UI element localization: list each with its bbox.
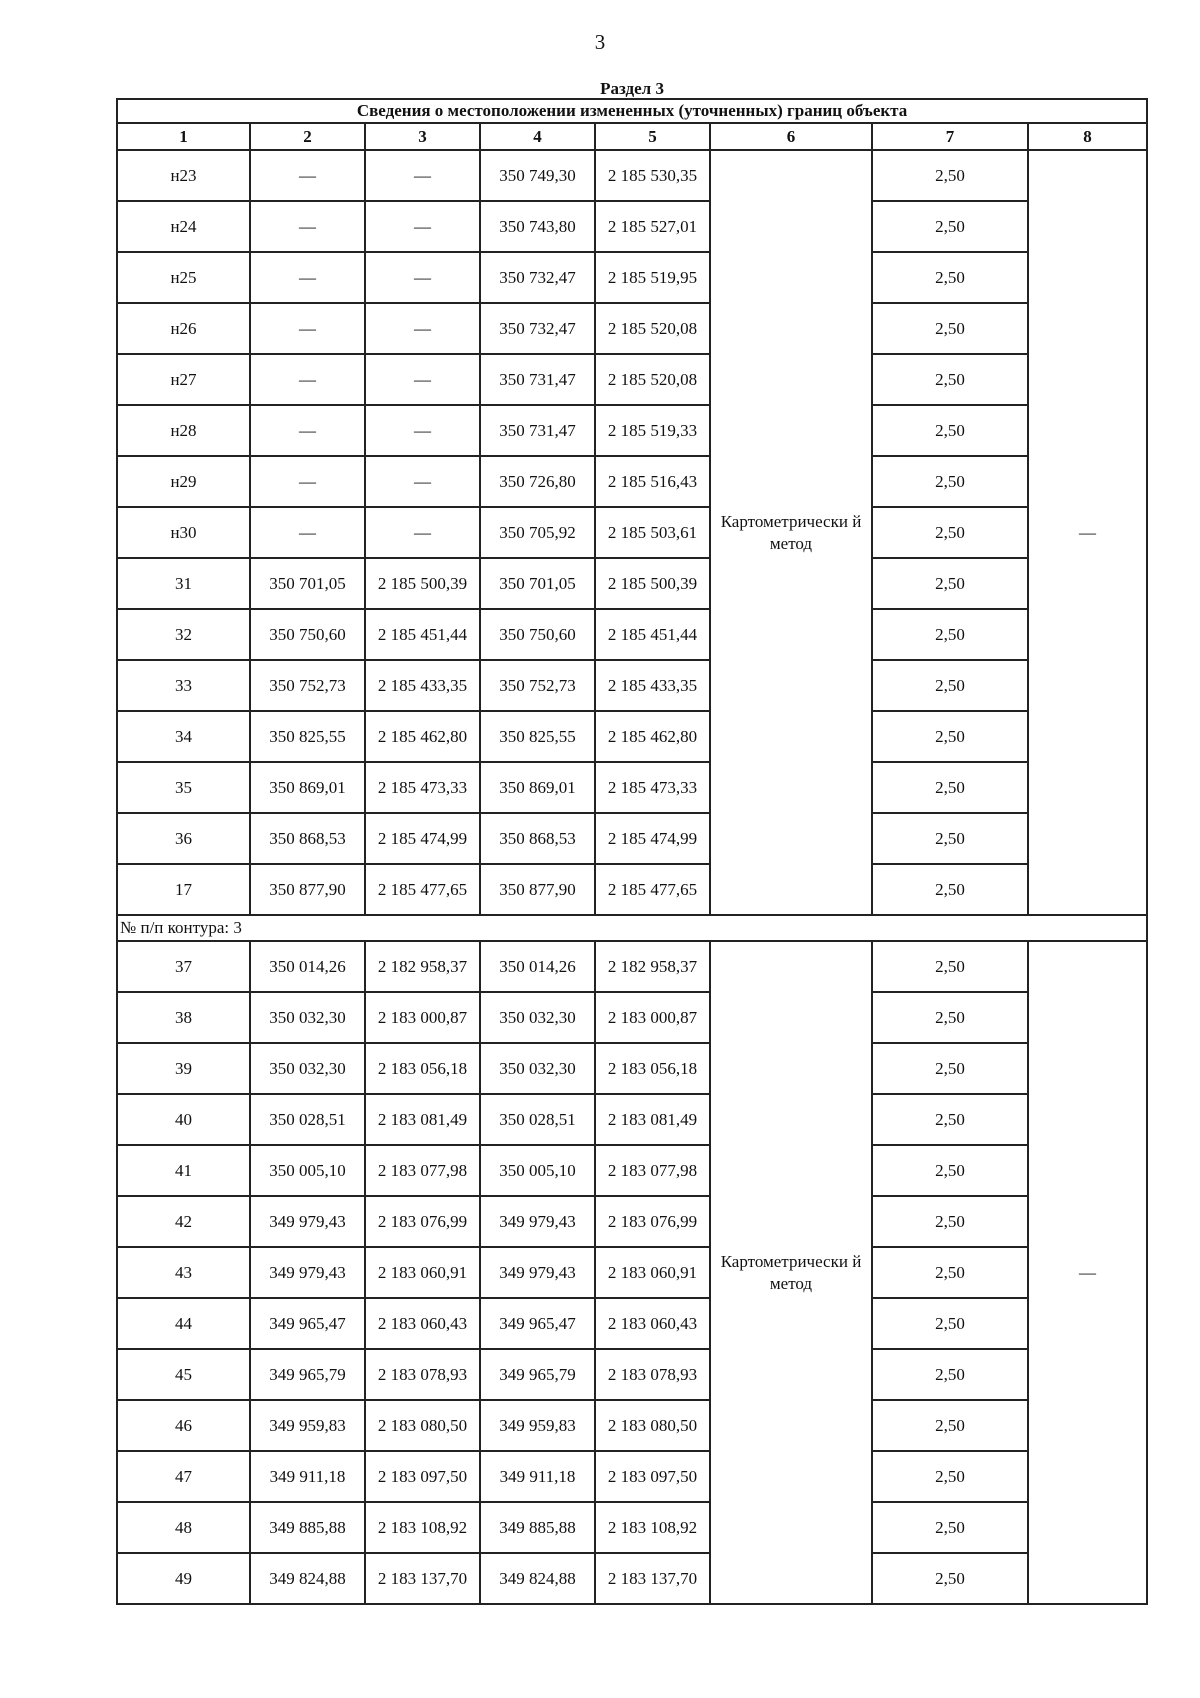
cell-y-old: 2 185 451,44	[365, 609, 480, 660]
cell-y-old: 2 183 060,91	[365, 1247, 480, 1298]
cell-point: 42	[117, 1196, 250, 1247]
cell-point: н27	[117, 354, 250, 405]
cell-y-new: 2 183 097,50	[595, 1451, 710, 1502]
cell-y-new: 2 185 477,65	[595, 864, 710, 915]
contour-row	[117, 915, 1147, 941]
table-row	[117, 456, 1147, 507]
cell-point: 44	[117, 1298, 250, 1349]
cell-point: 38	[117, 992, 250, 1043]
cell-x-old: 349 911,18	[250, 1451, 365, 1502]
cell-x-old: 349 885,88	[250, 1502, 365, 1553]
table-row	[117, 1400, 1147, 1451]
cell-accuracy: 2,50	[872, 1298, 1028, 1349]
cell-x-new: 350 732,47	[480, 252, 595, 303]
table-row	[117, 762, 1147, 813]
cell-point: 39	[117, 1043, 250, 1094]
cell-x-old: 350 869,01	[250, 762, 365, 813]
cell-x-old: 349 979,43	[250, 1247, 365, 1298]
table-row	[117, 303, 1147, 354]
cell-x-new: 350 032,30	[480, 992, 595, 1043]
cell-point: 17	[117, 864, 250, 915]
table-row	[117, 1196, 1147, 1247]
cell-accuracy: 2,50	[872, 252, 1028, 303]
cell-x-old: —	[250, 405, 365, 456]
table-row	[117, 1553, 1147, 1604]
cell-accuracy: 2,50	[872, 1349, 1028, 1400]
cell-x-old: 349 979,43	[250, 1196, 365, 1247]
table-row	[117, 813, 1147, 864]
cell-y-new: 2 183 078,93	[595, 1349, 710, 1400]
cell-point: 43	[117, 1247, 250, 1298]
table-row	[117, 660, 1147, 711]
cell-x-old: 350 877,90	[250, 864, 365, 915]
cell-x-old: —	[250, 303, 365, 354]
cell-y-new: 2 185 503,61	[595, 507, 710, 558]
cell-x-old: 350 032,30	[250, 992, 365, 1043]
boundary-coordinates-table	[116, 80, 1148, 1605]
cell-point: н30	[117, 507, 250, 558]
cell-x-old: —	[250, 150, 365, 201]
cell-accuracy: 2,50	[872, 456, 1028, 507]
column-header: 8	[1028, 123, 1147, 150]
cell-x-old: —	[250, 507, 365, 558]
table-row	[117, 711, 1147, 762]
cell-accuracy: 2,50	[872, 150, 1028, 201]
cell-x-new: 349 824,88	[480, 1553, 595, 1604]
cell-y-old: 2 183 137,70	[365, 1553, 480, 1604]
cell-x-new: 349 911,18	[480, 1451, 595, 1502]
method-text: Картометрически й метод	[720, 1251, 862, 1293]
cell-y-new: 2 185 473,33	[595, 762, 710, 813]
cell-x-new: 350 877,90	[480, 864, 595, 915]
table-row	[117, 201, 1147, 252]
cell-y-new: 2 185 530,35	[595, 150, 710, 201]
cell-accuracy: 2,50	[872, 507, 1028, 558]
cell-y-old: 2 183 080,50	[365, 1400, 480, 1451]
cell-y-old: 2 183 097,50	[365, 1451, 480, 1502]
cell-point: 47	[117, 1451, 250, 1502]
cell-y-new: 2 183 076,99	[595, 1196, 710, 1247]
cell-y-old: 2 183 108,92	[365, 1502, 480, 1553]
cell-x-new: 350 731,47	[480, 405, 595, 456]
cell-accuracy: 2,50	[872, 558, 1028, 609]
cell-y-new: 2 183 108,92	[595, 1502, 710, 1553]
table-row	[117, 1349, 1147, 1400]
cell-x-old: —	[250, 201, 365, 252]
cell-x-old: 350 032,30	[250, 1043, 365, 1094]
cell-x-old: —	[250, 354, 365, 405]
cell-y-new: 2 183 137,70	[595, 1553, 710, 1604]
cell-y-new: 2 183 000,87	[595, 992, 710, 1043]
cell-point: н24	[117, 201, 250, 252]
column-header: 5	[595, 123, 710, 150]
cell-point: 32	[117, 609, 250, 660]
cell-y-new: 2 185 500,39	[595, 558, 710, 609]
cell-accuracy: 2,50	[872, 1196, 1028, 1247]
cell-y-old: 2 183 078,93	[365, 1349, 480, 1400]
cell-x-new: 349 965,47	[480, 1298, 595, 1349]
cell-y-new: 2 183 060,91	[595, 1247, 710, 1298]
cell-y-old: —	[365, 405, 480, 456]
cell-x-old: 349 824,88	[250, 1553, 365, 1604]
cell-x-new: 350 752,73	[480, 660, 595, 711]
cell-y-old: 2 183 081,49	[365, 1094, 480, 1145]
table-row	[117, 941, 1147, 992]
column-header-row	[117, 123, 1147, 150]
cell-accuracy: 2,50	[872, 941, 1028, 992]
cell-point: 46	[117, 1400, 250, 1451]
cell-x-new: 350 869,01	[480, 762, 595, 813]
cell-accuracy: 2,50	[872, 813, 1028, 864]
cell-y-old: 2 183 060,43	[365, 1298, 480, 1349]
cell-y-new: 2 183 056,18	[595, 1043, 710, 1094]
cell-x-new: 350 726,80	[480, 456, 595, 507]
cell-x-new: 349 979,43	[480, 1247, 595, 1298]
cell-y-old: —	[365, 303, 480, 354]
cell-accuracy: 2,50	[872, 864, 1028, 915]
cell-x-old: 349 965,47	[250, 1298, 365, 1349]
cell-accuracy: 2,50	[872, 609, 1028, 660]
cell-y-old: 2 183 056,18	[365, 1043, 480, 1094]
cell-y-old: 2 183 000,87	[365, 992, 480, 1043]
cell-x-new: 350 868,53	[480, 813, 595, 864]
cell-point: 37	[117, 941, 250, 992]
cell-y-old: —	[365, 150, 480, 201]
cell-x-new: 349 885,88	[480, 1502, 595, 1553]
cell-point: 34	[117, 711, 250, 762]
section-title: Раздел 3	[600, 79, 664, 98]
table-row	[117, 1247, 1147, 1298]
cell-y-old: —	[365, 201, 480, 252]
cell-y-old: 2 183 077,98	[365, 1145, 480, 1196]
cell-y-old: 2 185 462,80	[365, 711, 480, 762]
cell-x-old: 350 028,51	[250, 1094, 365, 1145]
table-row	[117, 609, 1147, 660]
column-header: 3	[365, 123, 480, 150]
cell-col8: —	[1028, 150, 1147, 915]
method-text: Картометрически й метод	[720, 511, 862, 553]
cell-x-old: 350 014,26	[250, 941, 365, 992]
cell-y-old: —	[365, 252, 480, 303]
cell-accuracy: 2,50	[872, 201, 1028, 252]
cell-point: 36	[117, 813, 250, 864]
table-row	[117, 1094, 1147, 1145]
table-row	[117, 864, 1147, 915]
cell-x-old: —	[250, 456, 365, 507]
table-row	[117, 558, 1147, 609]
table-row	[117, 1451, 1147, 1502]
cell-point: 35	[117, 762, 250, 813]
table-row	[117, 252, 1147, 303]
cell-y-new: 2 183 077,98	[595, 1145, 710, 1196]
cell-x-old: 349 965,79	[250, 1349, 365, 1400]
cell-point: н23	[117, 150, 250, 201]
cell-y-new: 2 185 451,44	[595, 609, 710, 660]
cell-point: 33	[117, 660, 250, 711]
cell-x-old: 350 750,60	[250, 609, 365, 660]
cell-y-new: 2 183 060,43	[595, 1298, 710, 1349]
cell-y-old: 2 185 474,99	[365, 813, 480, 864]
cell-x-old: 350 868,53	[250, 813, 365, 864]
cell-y-new: 2 183 081,49	[595, 1094, 710, 1145]
cell-point: 31	[117, 558, 250, 609]
table-row	[117, 992, 1147, 1043]
column-header: 1	[117, 123, 250, 150]
cell-y-old: 2 185 477,65	[365, 864, 480, 915]
cell-accuracy: 2,50	[872, 405, 1028, 456]
table-row	[117, 405, 1147, 456]
cell-y-new: 2 185 462,80	[595, 711, 710, 762]
cell-y-new: 2 185 516,43	[595, 456, 710, 507]
cell-y-old: 2 183 076,99	[365, 1196, 480, 1247]
table-row	[117, 1145, 1147, 1196]
cell-point: 45	[117, 1349, 250, 1400]
cell-point: н26	[117, 303, 250, 354]
cell-x-new: 350 825,55	[480, 711, 595, 762]
table-caption: Сведения о местоположении измененных (уточненных) границ объекта	[117, 99, 1147, 123]
cell-x-new: 350 750,60	[480, 609, 595, 660]
cell-x-old: —	[250, 252, 365, 303]
contour-label: № п/п контура: 3	[117, 915, 1147, 941]
cell-y-old: —	[365, 354, 480, 405]
cell-y-old: 2 185 473,33	[365, 762, 480, 813]
table-row	[117, 150, 1147, 201]
cell-y-old: 2 182 958,37	[365, 941, 480, 992]
cell-x-old: 350 005,10	[250, 1145, 365, 1196]
column-header: 6	[710, 123, 872, 150]
cell-col8: —	[1028, 941, 1147, 1604]
method-cell	[710, 941, 872, 1604]
cell-x-old: 349 959,83	[250, 1400, 365, 1451]
method-cell	[710, 150, 872, 915]
cell-point: 41	[117, 1145, 250, 1196]
cell-x-new: 350 705,92	[480, 507, 595, 558]
cell-y-old: —	[365, 507, 480, 558]
cell-point: н25	[117, 252, 250, 303]
table-row	[117, 1298, 1147, 1349]
cell-y-new: 2 182 958,37	[595, 941, 710, 992]
cell-x-new: 350 014,26	[480, 941, 595, 992]
table-row	[117, 1043, 1147, 1094]
cell-x-new: 349 959,83	[480, 1400, 595, 1451]
table-row	[117, 1502, 1147, 1553]
cell-accuracy: 2,50	[872, 1553, 1028, 1604]
column-header: 7	[872, 123, 1028, 150]
cell-accuracy: 2,50	[872, 1400, 1028, 1451]
cell-accuracy: 2,50	[872, 354, 1028, 405]
cell-x-new: 350 732,47	[480, 303, 595, 354]
cell-accuracy: 2,50	[872, 1043, 1028, 1094]
cell-y-new: 2 185 519,95	[595, 252, 710, 303]
cell-accuracy: 2,50	[872, 303, 1028, 354]
cell-point: н29	[117, 456, 250, 507]
table-row	[117, 507, 1147, 558]
cell-accuracy: 2,50	[872, 992, 1028, 1043]
cell-y-new: 2 185 527,01	[595, 201, 710, 252]
cell-x-new: 350 701,05	[480, 558, 595, 609]
cell-y-old: 2 185 500,39	[365, 558, 480, 609]
cell-y-new: 2 185 519,33	[595, 405, 710, 456]
cell-x-new: 350 032,30	[480, 1043, 595, 1094]
page-number: 3	[594, 30, 606, 54]
cell-x-new: 350 005,10	[480, 1145, 595, 1196]
cell-y-new: 2 183 080,50	[595, 1400, 710, 1451]
cell-x-old: 350 825,55	[250, 711, 365, 762]
cell-y-new: 2 185 520,08	[595, 303, 710, 354]
cell-accuracy: 2,50	[872, 1145, 1028, 1196]
cell-x-new: 349 965,79	[480, 1349, 595, 1400]
cell-y-new: 2 185 474,99	[595, 813, 710, 864]
cell-y-new: 2 185 433,35	[595, 660, 710, 711]
cell-x-new: 349 979,43	[480, 1196, 595, 1247]
cell-accuracy: 2,50	[872, 1247, 1028, 1298]
cell-y-old: 2 185 433,35	[365, 660, 480, 711]
cell-x-new: 350 743,80	[480, 201, 595, 252]
cell-point: н28	[117, 405, 250, 456]
cell-y-old: —	[365, 456, 480, 507]
cell-accuracy: 2,50	[872, 1502, 1028, 1553]
cell-y-new: 2 185 520,08	[595, 354, 710, 405]
cell-x-old: 350 752,73	[250, 660, 365, 711]
cell-accuracy: 2,50	[872, 660, 1028, 711]
table-row	[117, 354, 1147, 405]
cell-x-new: 350 749,30	[480, 150, 595, 201]
column-header: 4	[480, 123, 595, 150]
cell-x-new: 350 028,51	[480, 1094, 595, 1145]
cell-accuracy: 2,50	[872, 711, 1028, 762]
cell-point: 48	[117, 1502, 250, 1553]
cell-accuracy: 2,50	[872, 1094, 1028, 1145]
cell-x-new: 350 731,47	[480, 354, 595, 405]
cell-point: 40	[117, 1094, 250, 1145]
cell-accuracy: 2,50	[872, 762, 1028, 813]
cell-x-old: 350 701,05	[250, 558, 365, 609]
column-header: 2	[250, 123, 365, 150]
cell-point: 49	[117, 1553, 250, 1604]
cell-accuracy: 2,50	[872, 1451, 1028, 1502]
